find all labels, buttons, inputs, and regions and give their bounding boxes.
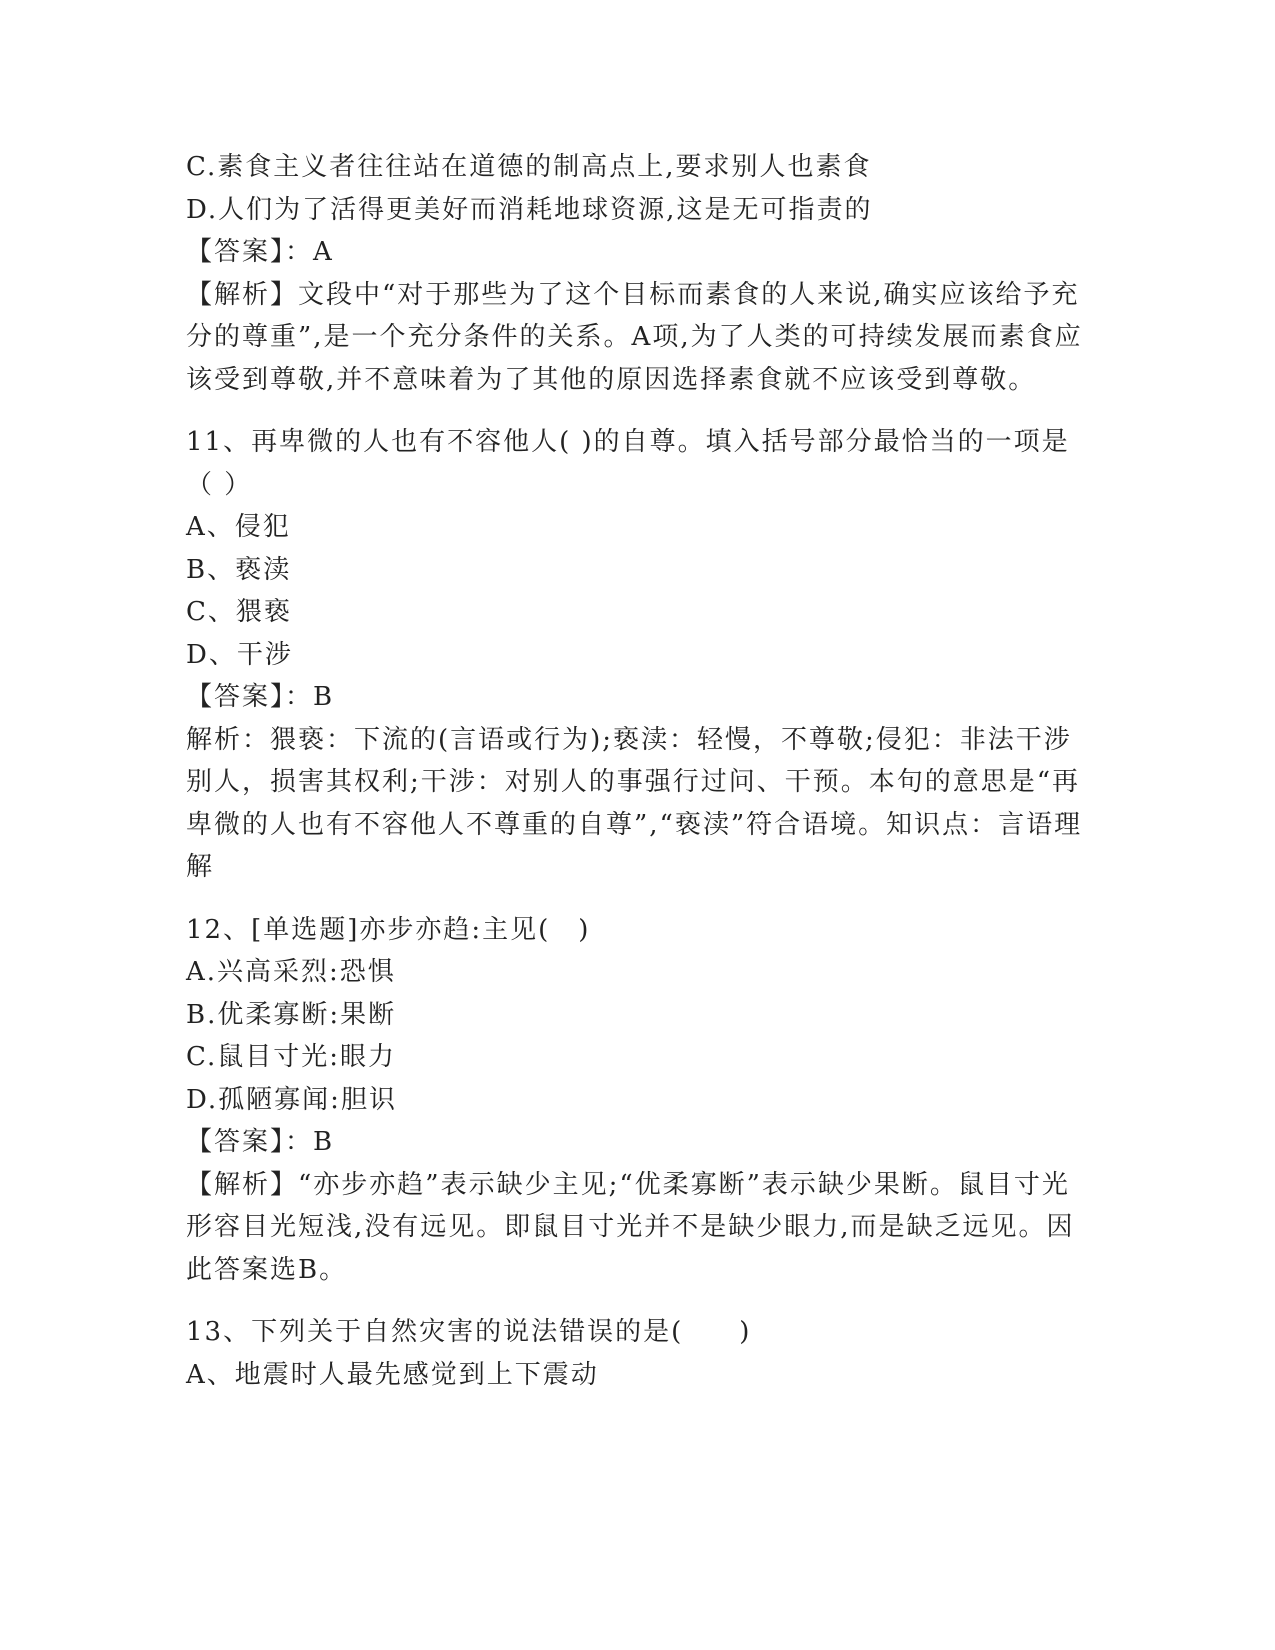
q12-stem: 12、[单选题]亦步亦趋:主见( ) (186, 914, 591, 945)
q11-analysis: 解析：猥亵：下流的(言语或行为);亵渎：轻慢，不尊敬;侵犯：非法干涉别人，损害其权利;干涉：对别人的事强行过问、干预。本句的意思是“再卑微的人也有不容他人不尊重的自尊”,“亵渎”符合语境。知识点：言语理解 (186, 724, 1083, 882)
document-page (186, 146, 1086, 1396)
q12-analysis: 【解析】“亦步亦趋”表示缺少主见;“优柔寡断”表示缺少果断。鼠目寸光形容目光短浅,没有远见。即鼠目寸光并不是缺少眼力,而是缺乏远见。因此答案选B。 (186, 1169, 1075, 1285)
q10-answer: 【答案】：A (186, 237, 334, 267)
q11-option-c: C、猥亵 (186, 597, 292, 627)
q11-option-a: A、侵犯 (186, 512, 291, 542)
q12-option-c: C.鼠目寸光:眼力 (186, 1042, 396, 1072)
q12-option-a: A.兴高采烈:恐惧 (186, 957, 396, 987)
q11-option-b: B、亵渎 (186, 554, 292, 585)
spacer (186, 401, 1086, 421)
q13-stem: 13、下列关于自然灾害的说法错误的是( ) (186, 1317, 752, 1347)
q12-option-b: B.优柔寡断:果断 (186, 999, 397, 1030)
q11-answer: 【答案】：B (186, 682, 335, 712)
q10-option-c: C.素食主义者往往站在道德的制高点上,要求别人也素食 (186, 152, 872, 182)
q10-analysis: 【解析】文段中“对于那些为了这个目标而素食的人来说,确实应该给予充分的尊重”,是一个充分条件的关系。A项,为了人类的可持续发展而素食应该受到尊敬,并不意味着为了其他的原因选择素食就不应该受到尊敬。 (186, 279, 1083, 395)
q11-stem: 11、再卑微的人也有不容他人( )的自尊。填入括号部分最恰当的一项是（ ） (186, 427, 1070, 500)
q12-answer: 【答案】：B (186, 1127, 335, 1157)
q12-option-d: D.孤陋寡闻:胆识 (186, 1084, 397, 1115)
q11-option-d: D、干涉 (186, 639, 293, 670)
q13-option-a: A、地震时人最先感觉到上下震动 (186, 1359, 599, 1390)
spacer (186, 889, 1086, 909)
spacer (186, 1291, 1086, 1311)
q10-option-d: D.人们为了活得更美好而消耗地球资源,这是无可指责的 (186, 194, 873, 225)
